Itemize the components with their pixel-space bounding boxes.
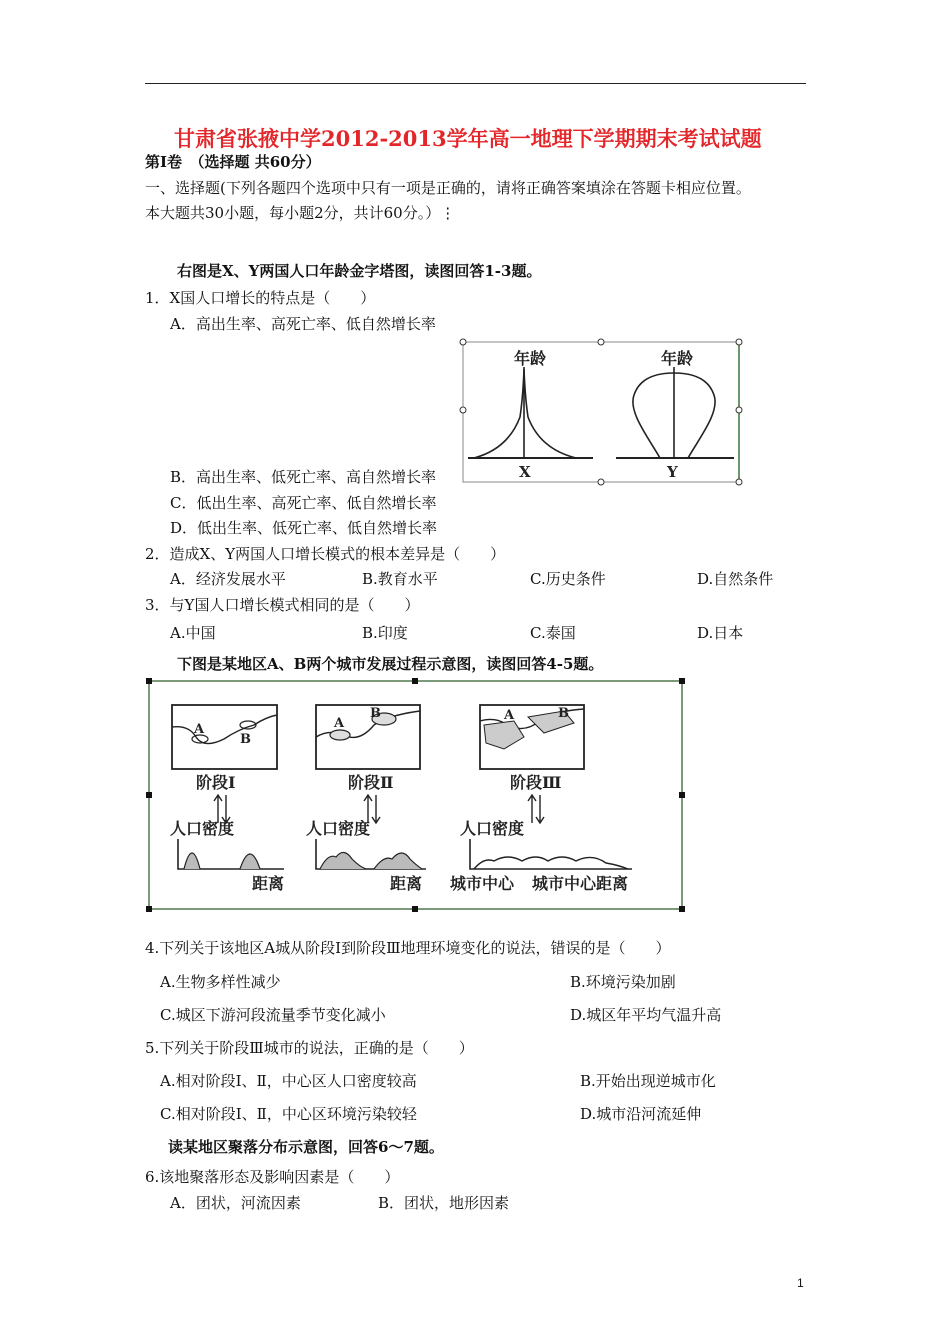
q3-option-a: A.中国 <box>170 624 216 642</box>
q1-option-c: C．低出生率、高死亡率、低自然增长率 <box>170 494 437 512</box>
q2-option-d: D.自然条件 <box>697 570 774 588</box>
q1-option-d: D．低出生率、低死亡率、低自然增长率 <box>170 519 438 537</box>
q4-option-a: A.生物多样性减少 <box>160 973 281 991</box>
y-country-label: Y <box>667 463 678 481</box>
q3-option-c: C.泰国 <box>530 624 576 642</box>
age-label-left: 年龄 <box>514 349 547 368</box>
q1-option-a: A．高出生率、高死亡率、低自然增长率 <box>170 315 436 333</box>
header-rule <box>145 83 806 84</box>
stage1-label-a: A <box>194 722 205 737</box>
q2-option-b: B.教育水平 <box>362 570 438 588</box>
stage3-city-center-label: 城市中心 <box>450 874 515 893</box>
q6-stem: 6.该地聚落形态及影响因素是（ ） <box>145 1168 400 1186</box>
q5-option-d: D.城市沿河流延伸 <box>580 1105 702 1123</box>
group1-intro: 右图是X、Y两国人口年龄金字塔图，读图回答1-3题。 <box>177 262 542 280</box>
stage3-city-center-distance-label: 城市中心距离 <box>532 874 629 893</box>
q3-option-d: D.日本 <box>697 624 744 642</box>
q2-stem: 2．造成X、Y两国人口增长模式的根本差异是（ ） <box>145 545 506 563</box>
city-development-figure <box>144 677 688 913</box>
q6-option-b: B．团状，地形因素 <box>378 1194 510 1212</box>
stage2-density-label: 人口密度 <box>306 819 371 838</box>
instruction-line-1: 一、选择题(下列各题四个选项中只有一项是正确的，请将正确答案填涂在答题卡相应位置。 <box>145 179 751 197</box>
q2-option-a: A．经济发展水平 <box>170 570 286 588</box>
q2-option-c: C.历史条件 <box>530 570 606 588</box>
q1-stem: 1．X国人口增长的特点是（ ） <box>145 289 376 307</box>
section-heading: 第Ⅰ卷 （选择题 共60分） <box>145 153 321 171</box>
stage3-label-b: B <box>558 706 569 721</box>
stage1-distance-label: 距离 <box>252 874 285 893</box>
stage1-label-b: B <box>240 732 251 747</box>
q5-stem: 5.下列关于阶段Ⅲ城市的说法，正确的是（ ） <box>145 1039 474 1057</box>
page-title: 甘肃省张掖中学2012-2013学年高一地理下学期期末考试试题 <box>174 126 762 151</box>
stage1-label: 阶段Ⅰ <box>196 773 236 792</box>
q6-option-a: A．团状，河流因素 <box>170 1194 301 1212</box>
stage2-label: 阶段Ⅱ <box>348 773 394 792</box>
q4-option-c: C.城区下游河段流量季节变化减小 <box>160 1006 386 1024</box>
stage1-density-label: 人口密度 <box>170 819 235 838</box>
page-number: 1 <box>797 1276 804 1290</box>
stage2-label-a: A <box>334 716 345 731</box>
q4-option-d: D.城区年平均气温升高 <box>570 1006 722 1024</box>
q4-option-b: B.环境污染加剧 <box>570 973 676 991</box>
population-pyramid-figure <box>458 337 748 489</box>
q5-option-a: A.相对阶段Ⅰ、Ⅱ，中心区人口密度较高 <box>160 1072 417 1090</box>
stage2-label-b: B <box>370 706 381 721</box>
x-country-label: X <box>519 463 531 481</box>
age-label-right: 年龄 <box>661 349 694 368</box>
instruction-line-2: 本大题共30小题，每小题2分，共计60分。）⋮ <box>145 204 456 222</box>
q3-stem: 3．与Y国人口增长模式相同的是（ ） <box>145 596 420 614</box>
group3-intro: 读某地区聚落分布示意图，回答6～7题。 <box>168 1138 444 1156</box>
q1-option-b: B．高出生率、低死亡率、高自然增长率 <box>170 468 437 486</box>
group2-intro: 下图是某地区A、B两个城市发展过程示意图，读图回答4-5题。 <box>177 655 604 673</box>
q3-option-b: B.印度 <box>362 624 408 642</box>
stage3-label: 阶段Ⅲ <box>510 773 562 792</box>
stage3-density-label: 人口密度 <box>460 819 525 838</box>
stage3-label-a: A <box>504 708 515 723</box>
q5-option-c: C.相对阶段Ⅰ、Ⅱ，中心区环境污染较轻 <box>160 1105 417 1123</box>
q4-stem: 4.下列关于该地区A城从阶段Ⅰ到阶段Ⅲ地理环境变化的说法，错误的是（ ） <box>145 939 671 957</box>
q5-option-b: B.开始出现逆城市化 <box>580 1072 716 1090</box>
stage2-distance-label: 距离 <box>390 874 423 893</box>
